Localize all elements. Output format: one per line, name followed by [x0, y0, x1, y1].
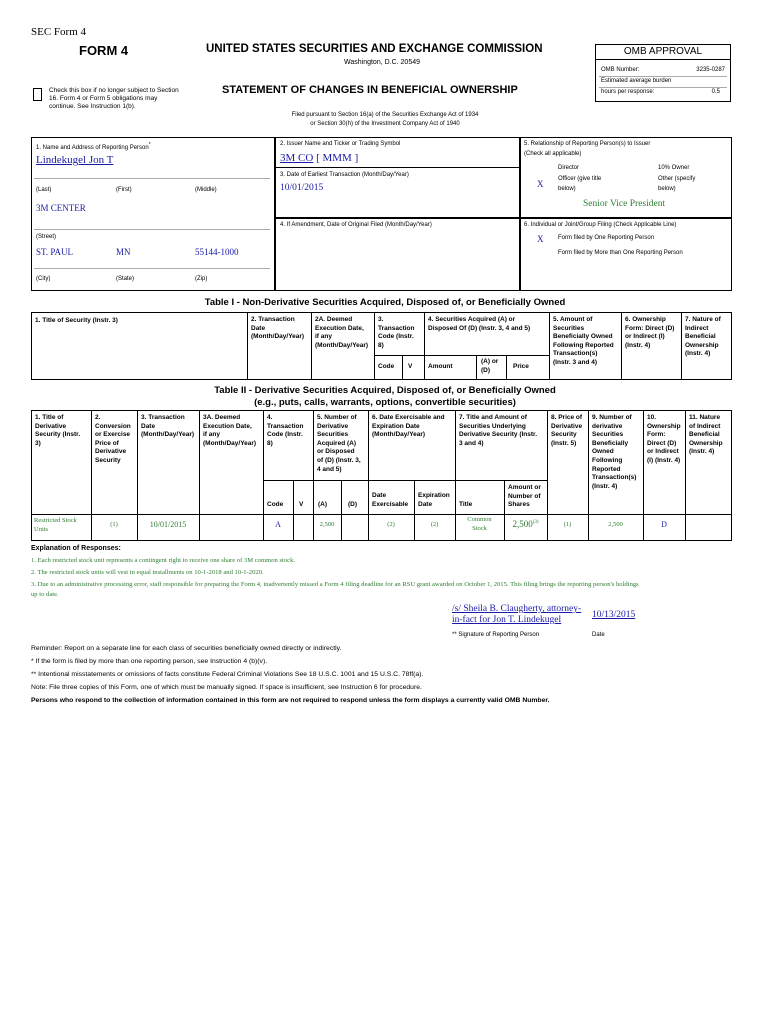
relationship-label: 5. Relationship of Reporting Person(s) to Issuer — [524, 141, 651, 147]
t1-h3: 3. Transaction Code (Instr. 8) — [378, 316, 415, 349]
t2-h8: 8. Price of Derivative Security (Instr. 5) — [551, 414, 583, 447]
ten-pct-label: 10% Owner — [658, 165, 690, 171]
t2-h2: 2. Conversion or Exercise Price of Derivative Security — [95, 414, 131, 464]
t2-row-amount-a: 2,500 — [319, 521, 335, 528]
reporting-person-name[interactable]: Lindekugel Jon T — [36, 154, 114, 166]
zip-label: (Zip) — [195, 276, 208, 282]
amendment-box — [275, 218, 520, 291]
relationship-sub: (Check all applicable) — [524, 151, 582, 157]
reporting-person-label: 1. Name and Address of Reporting Person* — [36, 142, 151, 151]
signature: /s/ Sheila B. Claugherty, attorney- in-fact for Jon T. Lindekugel — [452, 604, 582, 625]
t1-h7: 7. Nature of Indirect Beneficial Ownership (Instr. 4) — [685, 316, 721, 358]
t1-h2: 2. Transaction Date (Month/Day/Year) — [251, 316, 305, 341]
explanation-item-3-cont: up to date. — [31, 591, 59, 598]
t1-h4: 4. Securities Acquired (A) or Disposed Of (D) (Instr. 3, 4 and 5) — [428, 316, 531, 332]
t1-sub-aord: (A) or (D) — [481, 358, 499, 374]
t2-sub-amount: Amount or Number of Shares — [508, 484, 541, 509]
explanation-item-2: 2. The restricted stock units will vest in equal installments on 10-1-2018 and 10-1-2020. — [31, 569, 264, 576]
t2-h4: 4. Transaction Code (Instr. 8) — [267, 414, 304, 447]
t2-h3: 3. Transaction Date (Month/Day/Year) — [141, 414, 195, 439]
t2-sub-a: (A) — [318, 501, 328, 508]
t2-h7: 7. Title and Amount of Securities Underlying Derivative Security (Instr. 3 and 4) — [459, 414, 538, 447]
t1-h6: 6. Ownership Form: Direct (D) or Indirect (I) (Instr. 4) — [625, 316, 675, 349]
t2-row-underlying-title: Common Stock — [467, 516, 492, 532]
t1-h5: 5. Amount of Securities Beneficially Owned Following Reported Transaction(s) (Instr. 3 and 4) — [553, 316, 614, 366]
t2-row-form: D — [661, 520, 667, 529]
form-title: FORM 4 — [79, 43, 129, 58]
sec-form-label: SEC Form 4 — [31, 26, 87, 38]
t2-row-code: A — [275, 520, 281, 529]
t2-row-date-ex: (2) — [387, 521, 395, 528]
t2-h6: 6. Date Exercisable and Expiration Date (Month/Day/Year) — [372, 414, 445, 439]
t1-sub-amount: Amount — [428, 363, 453, 370]
first-label: (First) — [116, 187, 132, 193]
omb-title: OMB APPROVAL — [623, 46, 703, 57]
filing-more-label: Form filed by More than One Reporting Person — [558, 250, 683, 256]
omb-hours-label: hours per response: — [601, 89, 655, 95]
omb-hours-value: 0.5 — [711, 89, 720, 95]
t2-row-exp: (2) — [430, 521, 439, 528]
omb-approval-box — [595, 44, 731, 102]
t1-h1: 1. Title of Security (Instr. 3) — [35, 317, 118, 324]
director-label: Director — [558, 165, 580, 171]
reporting-state: MN — [116, 247, 131, 257]
t1-h2a: 2A. Deemed Execution Date, if any (Month/Day/Year) — [315, 316, 369, 349]
state-label: (State) — [116, 276, 135, 282]
issuer-label: 2. Issuer Name and Ticker or Trading Symbol — [280, 141, 401, 147]
last-label: (Last) — [36, 187, 52, 193]
officer-mark: X — [537, 179, 544, 189]
other-label-2: below) — [658, 186, 676, 192]
footer-note-2: ** Intentional misstatements or omissions of facts constitute Federal Criminal Violations See 18 U.S.C. 1001 and 15 U.S.C. 78ff(a). — [31, 671, 424, 678]
t1-sub-v: V — [408, 363, 413, 370]
omb-number-label: OMB Number: — [601, 67, 640, 73]
t2-sub-exp: Expiration Date — [418, 492, 450, 508]
t2-h5: 5. Number of Derivative Securities Acquired (A) or Disposed of (D) (Instr. 3, 4 and 5) — [317, 414, 361, 473]
officer-label-2: below) — [558, 186, 576, 192]
t2-sub-d: (D) — [348, 501, 358, 508]
table2-title-1: Table II - Derivative Securities Acquired, Disposed of, or Beneficially Owned — [214, 385, 556, 396]
t2-row-owned: 2,500 — [608, 521, 623, 528]
date-label: Date — [592, 632, 605, 638]
table2-title-2: (e.g., puts, calls, warrants, options, convertible securities) — [254, 397, 516, 408]
t2-sub-date-ex: Date Exercisable — [372, 492, 409, 508]
t2-row-date: 10/01/2015 — [149, 520, 187, 529]
footer-note-3: Note: File three copies of this Form, one of which must be manually signed. If space is insufficient, see Instruction 6 for procedure. — [31, 684, 422, 691]
filing-label: 6. Individual or Joint/Group Filing (Check Applicable Line) — [524, 222, 677, 228]
t2-sub-title: Title — [459, 501, 473, 508]
earliest-date: 10/01/2015 — [280, 183, 324, 193]
t2-row-underlying-amount: 2,500$^{(3)}$ — [512, 519, 539, 529]
reporting-city: ST. PAUL — [36, 247, 74, 257]
t2-h1: 1. Title of Derivative Security (Instr. 3) — [35, 414, 81, 447]
other-label-1: Other (specify — [658, 176, 696, 182]
signature-label: ** Signature of Reporting Person — [452, 632, 540, 638]
filed-pursuant-2: or Section 30(h) of the Investment Company Act of 1940 — [310, 121, 460, 127]
t2-h3a: 3A. Deemed Execution Date, if any (Month/Day/Year) — [203, 414, 257, 447]
filed-pursuant-1: Filed pursuant to Section 16(a) of the Securities Exchange Act of 1934 — [291, 112, 479, 118]
t2-h9: 9. Number of derivative Securities Beneficially Owned Following Reported Transaction(s) (Instr. 4) — [592, 414, 637, 490]
footer-reminder: Reminder: Report on a separate line for each class of securities beneficially owned directly or indirectly. — [31, 645, 342, 652]
agency-title: UNITED STATES SECURITIES AND EXCHANGE COMMISSION — [206, 43, 543, 55]
issuer-name-ticker[interactable]: 3M CO [ MMM ] — [280, 152, 359, 164]
explanation-item-3: 3. Due to an administrative processing error, staff responsible for preparing the Form 4, inadvertently missed a Form 4 filing deadline for an RSU grant awarded on October 1, 2015. This filing brings the reporting person's holdings — [31, 581, 639, 588]
explanation-item-1: 1. Each restricted stock unit represents a contingent right to receive one share of 3M common stock. — [31, 557, 296, 564]
omb-number-value: 3235-0287 — [696, 67, 725, 73]
t2-row-title: Restricted Stock Units — [34, 517, 77, 533]
agency-location: Washington, D.C. 20549 — [344, 59, 421, 66]
t2-sub-code: Code — [267, 501, 284, 508]
middle-label: (Middle) — [195, 187, 217, 193]
explanation-title: Explanation of Responses: — [31, 545, 121, 552]
checkbox-instruction: Check this box if no longer subject to Section 16. Form 4 or Form 5 obligations may continue. See Instruction 1(b). — [49, 87, 179, 110]
omb-burden-label: Estimated average burden — [601, 78, 672, 84]
earliest-date-label: 3. Date of Earliest Transaction (Month/Day/Year) — [280, 172, 409, 178]
officer-label-1: Officer (give title — [558, 176, 602, 182]
t2-h10: 10. Ownership Form: Direct (D) or Indirect (I) (Instr. 4) — [647, 414, 681, 464]
city-label: (City) — [36, 276, 51, 282]
reporting-address: 3M CENTER — [36, 203, 86, 213]
t1-sub-code: Code — [378, 363, 395, 370]
t2-row-conversion: (1) — [110, 521, 118, 528]
t1-sub-price: Price — [513, 363, 529, 370]
statement-title: STATEMENT OF CHANGES IN BENEFICIAL OWNERSHIP — [222, 84, 518, 96]
officer-title: Senior Vice President — [583, 199, 666, 209]
t2-row-price: (1) — [563, 521, 572, 528]
street-label: (Street) — [36, 234, 57, 240]
table1-title: Table I - Non-Derivative Securities Acquired, Disposed of, or Beneficially Owned — [204, 297, 566, 308]
t2-h11: 11. Nature of Indirect Beneficial Ownership (Instr. 4) — [689, 414, 723, 456]
filing-one-mark: X — [537, 234, 544, 244]
footer-note-4: Persons who respond to the collection of information contained in this form are not required to respond unless the form displays a currently valid OMB Number. — [31, 697, 550, 704]
t2-sub-v: V — [299, 501, 304, 508]
footer-note-1: * If the form is filed by more than one reporting person, see Instruction 4 (b)(v). — [31, 658, 268, 665]
signature-date: 10/13/2015 — [592, 610, 636, 620]
no-longer-subject-checkbox[interactable] — [33, 88, 42, 101]
reporting-zip: 55144-1000 — [195, 247, 239, 257]
amendment-label: 4. If Amendment, Date of Original Filed (Month/Day/Year) — [280, 222, 432, 228]
filing-one-label: Form filed by One Reporting Person — [558, 235, 655, 241]
